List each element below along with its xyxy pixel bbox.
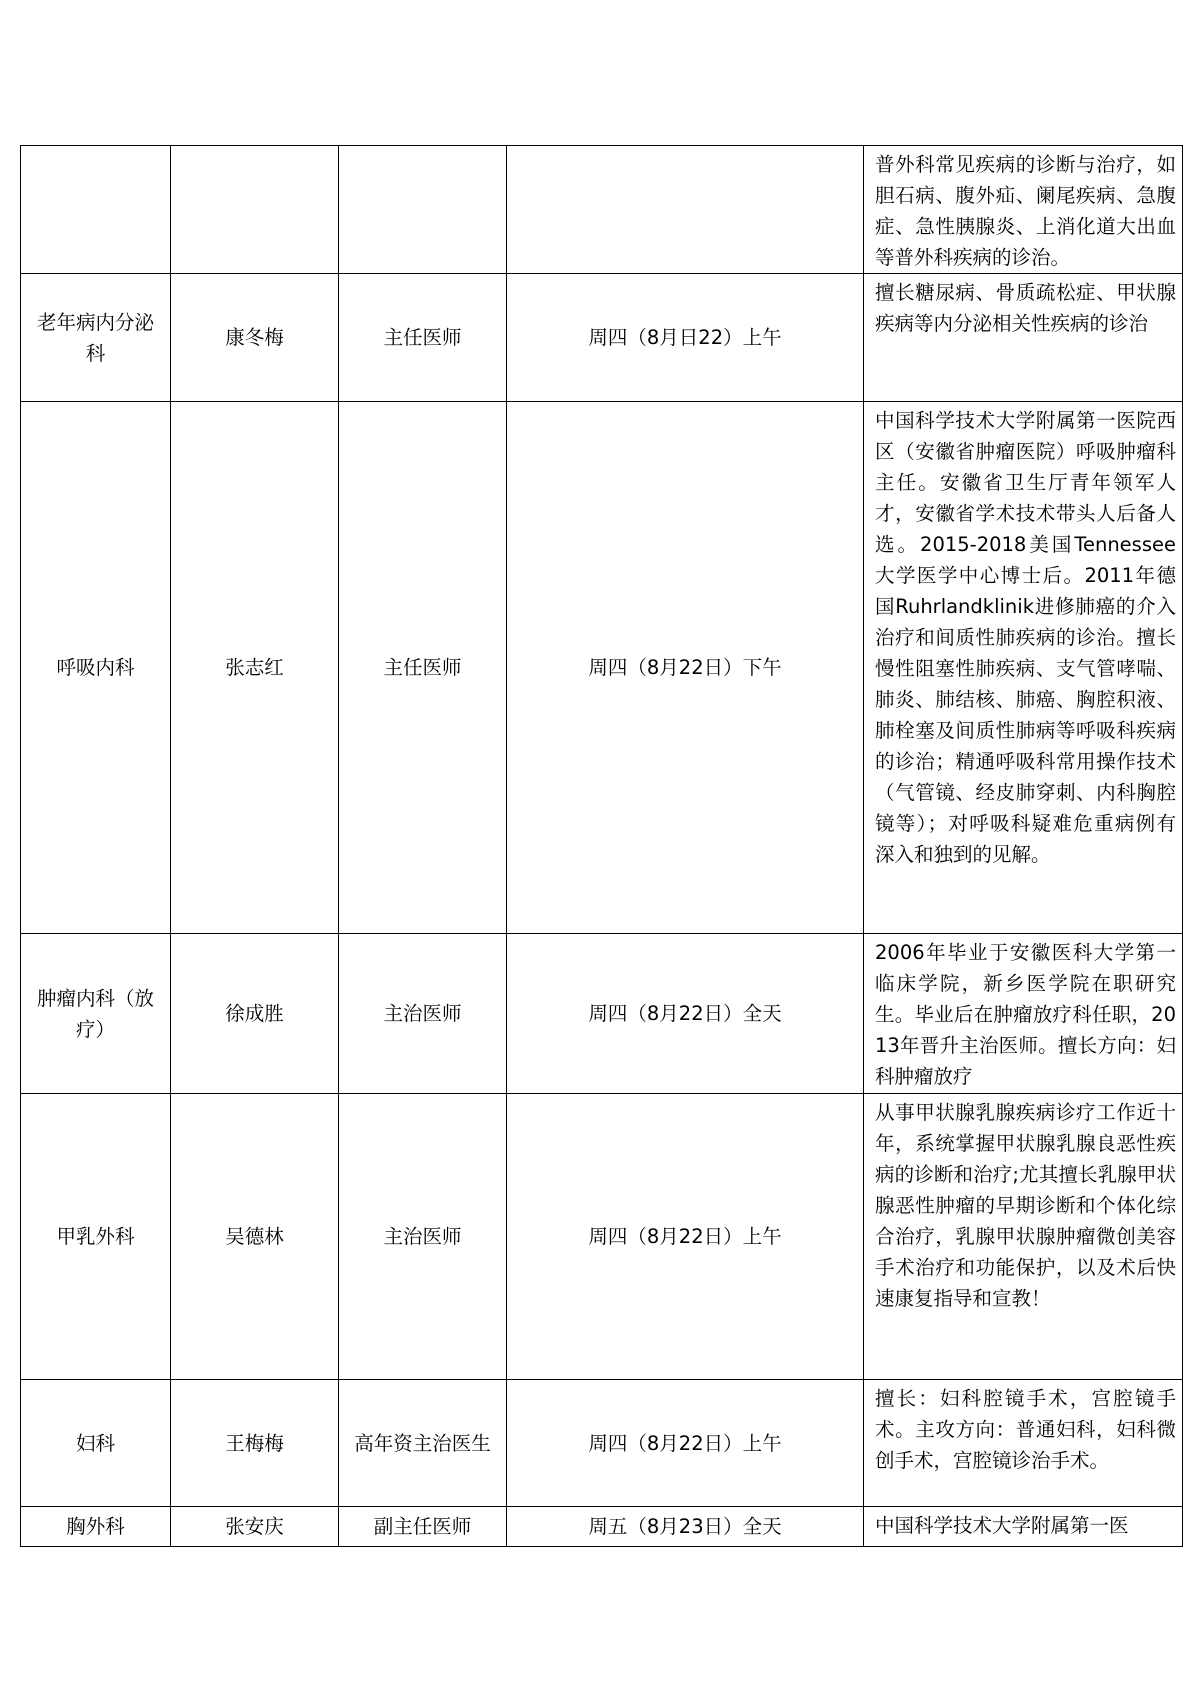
description-cell: 中国科学技术大学附属第一医	[864, 1507, 1183, 1547]
table-row	[21, 1380, 1183, 1507]
description-cell: 中国科学技术大学附属第一医院西区（安徽省肿瘤医院）呼吸肿瘤科主任。安徽省卫生厅青年领军人才，安徽省学术技术带头人后备人选。2015-2018美国Tennessee大学医学中心博士后。2011年德国Ruhrlandklinik进修肺癌的介入治疗和间质性肺疾病的诊治。擅长慢性阻塞性肺疾病、支气管哮喘、肺炎、肺结核、肺癌、胸腔积液、肺栓塞及间质性肺病等呼吸科疾病的诊治；精通呼吸科常用操作技术（气管镜、经皮肺穿刺、内科胸腔镜等）；对呼吸科疑难危重病例有深入和独到的见解。	[864, 402, 1183, 934]
title-cell: 高年资主治医生	[339, 1380, 507, 1507]
description-cell: 擅长：妇科腔镜手术，宫腔镜手术。主攻方向：普通妇科，妇科微创手术，宫腔镜诊治手术。	[864, 1380, 1183, 1507]
table-row	[21, 934, 1183, 1094]
time-cell: 周四（8月日22）上午	[507, 274, 864, 402]
description-cell: 普外科常见疾病的诊断与治疗，如胆石病、腹外疝、阑尾疾病、急腹症、急性胰腺炎、上消化道大出血等普外科疾病的诊治。	[864, 146, 1183, 274]
title-cell: 主任医师	[339, 274, 507, 402]
doctor-cell: 张志红	[171, 402, 339, 934]
table-row	[21, 1507, 1183, 1547]
department-cell: 妇科	[21, 1380, 171, 1507]
department-cell: 老年病内分泌科	[21, 274, 171, 402]
time-cell: 周四（8月22日）上午	[507, 1380, 864, 1507]
time-cell: 周四（8月22日）上午	[507, 1094, 864, 1380]
time-cell: 周五（8月23日）全天	[507, 1507, 864, 1547]
title-cell: 主任医师	[339, 402, 507, 934]
doctor-cell: 康冬梅	[171, 274, 339, 402]
doctor-cell: 王梅梅	[171, 1380, 339, 1507]
table-row	[21, 1094, 1183, 1380]
title-cell	[339, 146, 507, 274]
time-cell: 周四（8月22日）全天	[507, 934, 864, 1094]
department-cell: 肿瘤内科（放疗）	[21, 934, 171, 1094]
doctor-cell	[171, 146, 339, 274]
title-cell: 副主任医师	[339, 1507, 507, 1547]
doctor-cell: 张安庆	[171, 1507, 339, 1547]
description-cell: 擅长糖尿病、骨质疏松症、甲状腺疾病等内分泌相关性疾病的诊治	[864, 274, 1183, 402]
doctor-cell: 徐成胜	[171, 934, 339, 1094]
doctor-schedule-table	[20, 145, 1183, 1547]
department-cell	[21, 146, 171, 274]
description-cell: 从事甲状腺乳腺疾病诊疗工作近十年，系统掌握甲状腺乳腺良恶性疾病的诊断和治疗;尤其擅长乳腺甲状腺恶性肿瘤的早期诊断和个体化综合治疗，乳腺甲状腺肿瘤微创美容手术治疗和功能保护，以及术后快速康复指导和宣教！	[864, 1094, 1183, 1380]
time-cell	[507, 146, 864, 274]
table-row	[21, 274, 1183, 402]
table-row	[21, 402, 1183, 934]
title-cell: 主治医师	[339, 1094, 507, 1380]
description-cell: 2006年毕业于安徽医科大学第一临床学院，新乡医学院在职研究生。毕业后在肿瘤放疗科任职，2013年晋升主治医师。擅长方向：妇科肿瘤放疗	[864, 934, 1183, 1094]
department-cell: 甲乳外科	[21, 1094, 171, 1380]
department-cell: 胸外科	[21, 1507, 171, 1547]
title-cell: 主治医师	[339, 934, 507, 1094]
table-row	[21, 146, 1183, 274]
department-cell: 呼吸内科	[21, 402, 171, 934]
doctor-cell: 吴德林	[171, 1094, 339, 1380]
time-cell: 周四（8月22日）下午	[507, 402, 864, 934]
